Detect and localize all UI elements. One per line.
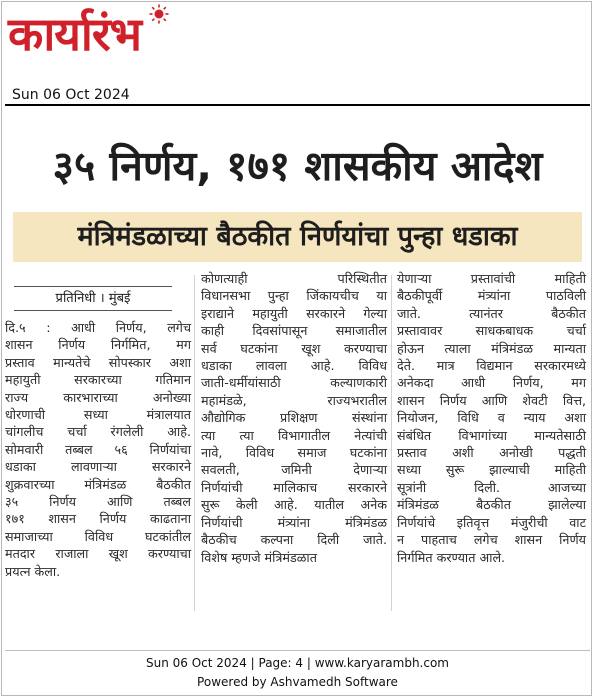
- footer-divider: [5, 650, 590, 651]
- article-text-line: सध्या सुरू झाल्याची माहिती: [397, 462, 586, 478]
- article-text-line: येणाऱ्या प्रस्तावांची माहिती: [397, 271, 586, 286]
- article-text-line: मतदार राजाला खूश करण्याचा: [5, 546, 191, 562]
- article-text-line: सुरू केली आहे. यातील अनेक: [201, 497, 387, 513]
- article-text-line: धडाका लावला आहे. विविध: [201, 358, 387, 374]
- article-text-line: प्रयत्न केला.: [5, 563, 61, 579]
- article-text-line: सर्व घटकांना खूश करण्याचा: [201, 340, 387, 356]
- article-text-line: नियोजन, विधि व न्याय अशा: [397, 410, 586, 426]
- article-text-line: होऊन त्याला मंत्रिमंडळ मान्यता: [397, 340, 586, 356]
- article-subheadline: मंत्रिमंडळाच्या बैठकीत निर्णयांचा पुन्हा धडाका: [13, 212, 582, 262]
- article-text-line: दि.५ : आधी निर्णय, लगेच: [5, 320, 191, 335]
- article-column-3: [397, 270, 586, 566]
- article-text-line: १७१ शासन निर्णय काढताना: [5, 511, 191, 527]
- article-text-line: महायुती सरकारच्या गतिमान: [5, 372, 191, 388]
- edition-date: Sun 06 Oct 2024: [12, 87, 130, 103]
- article-text-line: सवलती, जमिनी देणाऱ्या: [201, 462, 387, 478]
- footer-powered-by: Powered by Ashvamedh Software: [197, 675, 398, 689]
- article-text-line: राज्य कारभाराच्या अनोख्या: [5, 389, 191, 405]
- article-text-line: शुक्रवारच्या मंत्रिमंडळ बैठकीत: [5, 476, 191, 492]
- article-text-line: त्या त्या विभागातील नेत्यांची: [201, 427, 387, 443]
- article-text-line: विधानसभा पुन्हा जिंकायचीच या: [201, 288, 387, 304]
- article-text-line: काही दिवसांपासून समाजातील: [201, 323, 387, 339]
- article-text-line: इराद्याने महायुती सरकारने गेल्या: [201, 305, 387, 321]
- article-column-2: [201, 270, 387, 566]
- article-text-line: निर्णयांचे इतिवृत्त मंजुरीची वाट: [397, 514, 586, 530]
- article-text-line: बैठकीपूर्वी मंत्र्यांना पाठविली: [397, 288, 586, 304]
- article-text-line: जाते. त्यानंतर बैठकीत: [397, 305, 586, 321]
- article-column-1: [5, 319, 191, 580]
- footer-page-info: Sun 06 Oct 2024 | Page: 4 | www.karyarambh.com: [146, 656, 449, 670]
- article-text-line: शासन निर्णय निर्गमित, मग: [5, 337, 191, 353]
- article-text-line: प्रस्तावावर साधकबाधक चर्चा: [397, 323, 586, 339]
- masthead-logo: कार्यारंभ: [8, 7, 141, 61]
- article-text-line: महामंडळे, राज्यभरातील: [201, 392, 387, 408]
- masthead-divider: [5, 104, 590, 106]
- article-text-line: नावे, विविध समाज घटकांना: [201, 445, 387, 461]
- article-text-line: मंत्रिमंडळ बैठकीत झालेल्या: [397, 497, 586, 513]
- article-text-line: निर्णयांची मंत्र्यांना मंत्रिमंडळ: [201, 514, 387, 530]
- article-text-line: ३५ निर्णय आणि तब्बल: [5, 494, 191, 510]
- article-text-line: धोरणाची सध्या मंत्रालयात: [5, 407, 191, 423]
- article-text-line: प्रस्ताव अशी अनोखी पद्धती: [397, 445, 586, 461]
- article-text-line: धडाका लावणाऱ्या सरकारने: [5, 459, 191, 475]
- article-text-line: विशेष म्हणजे मंत्रिमंडळात: [201, 549, 317, 565]
- column-divider: [391, 275, 392, 611]
- article-text-line: निर्गमित करण्यात आले.: [397, 549, 506, 565]
- article-text-line: अनेकदा आधी निर्णय, मग: [397, 375, 586, 391]
- article-text-line: न पाहताच लगेच शासन निर्णय: [397, 532, 586, 548]
- article-text-line: जाती-धर्मीयांसाठी कल्याणकारी: [201, 375, 387, 391]
- article-text-line: सोमवारी तब्बल ५६ निर्णयांचा: [5, 441, 191, 457]
- article-text-line: कोणत्याही परिस्थितीत: [201, 271, 387, 286]
- article-text-line: संबंधित विभागांच्या मान्यतेसाठी: [397, 427, 586, 443]
- article-byline: प्रतिनिधी । मुंबई: [14, 286, 172, 311]
- article-text-line: चांगलीच चर्चा रंगलेली आहे.: [5, 424, 191, 440]
- article-text-line: समाजाच्या विविध घटकांतील: [5, 528, 191, 544]
- article-text-line: प्रस्ताव मान्यतेचे सोपस्कार अशा: [5, 354, 191, 370]
- article-text-line: देते. मात्र विद्यमान सरकारमध्ये: [397, 358, 586, 374]
- article-headline: ३५ निर्णय, १७१ शासकीय आदेश: [52, 142, 543, 190]
- article-text-line: शासन निर्णय आणि शेवटी वित्त,: [397, 392, 586, 408]
- sun-icon: [149, 4, 169, 24]
- article-text-line: निर्णयांची मालिकाच सरकारने: [201, 479, 387, 495]
- article-text-line: औद्योगिक प्रशिक्षण संस्थांना: [201, 410, 387, 426]
- article-text-line: सूत्रांनी दिली. आजच्या: [397, 479, 586, 495]
- article-text-line: बैठकीच कल्पना दिली जाते.: [201, 532, 387, 548]
- column-divider: [194, 275, 195, 611]
